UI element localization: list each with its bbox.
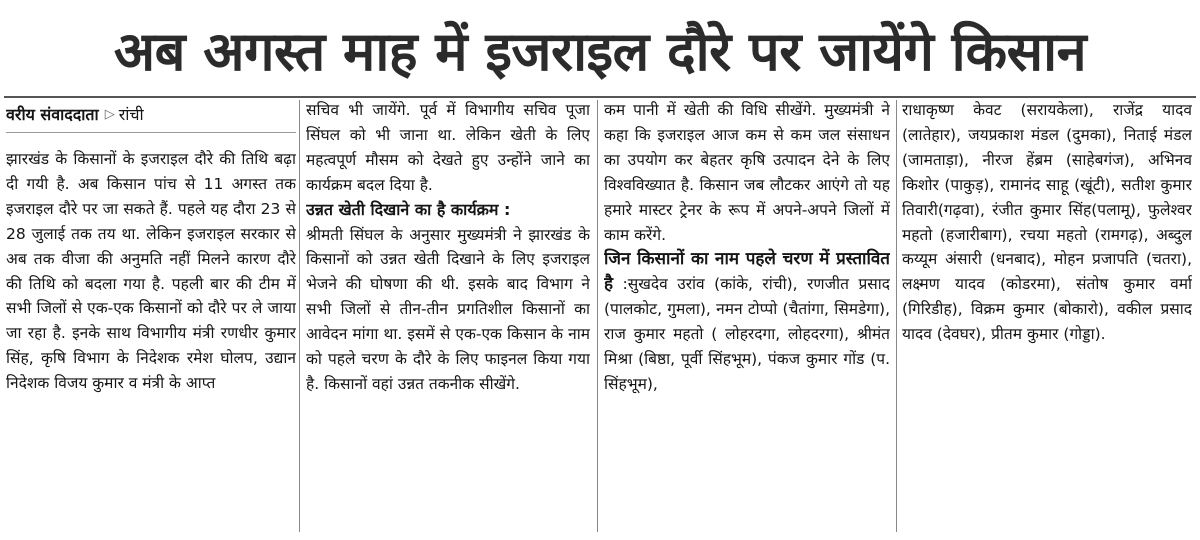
article-paragraph: सचिव भी जायेंगे. पूर्व में विभागीय सचिव पूजा सिंघल को भी जाना था. लेकिन खेती के लिए महत्वपूर्ण मौसम को देखते हुए उन्होंने जाने का कार्यक्रम बदल दिया है. [306,101,590,194]
byline-author: वरीय संवाददाता [6,104,99,124]
farmer-list-text: :सुखदेव उरांव (कांके, रांची), रणजीत प्रसाद (पालकोट, गुमला), नमन टोप्पो (चैतांगा, सिमडेगा), राज कुमार महतो ( लोहरदगा, लोहदरगा), श्रीमंत मिश्रा (बिष्ठा, पूर्वी सिंहभूम), पंकज कुमार गोंड (प. सिंहभूम), [604,275,890,393]
article-paragraph: कम पानी में खेती की विधि सीखेंगे. मुख्यमंत्री ने कहा कि इजराइल आज कम से कम जल संसाधन का उपयोग कर बेहतर कृषि उत्पादन देने के लिए विश्वविख्यात है. किसान जब लौटकर आएंगे तो यह हमारे मास्टर ट्रेनर के रूप में अपने-अपने जिलों में काम करेंगे. [604,101,890,244]
column-1 [6,98,296,540]
byline-rule [6,132,296,133]
farmer-list-heading: जिन किसानों का नाम पहले चरण में प्रस्तावित है [604,249,890,295]
article-paragraph: झारखंड के किसानों के इजराइल दौरे की तिथि बढ़ा दी गयी है. अब किसान पांच से 11 अगस्त तक इजराइल दौरे पर जा सकते हैं. पहले यह दौरा 23 से 28 जुलाई तक तय था. लेकिन इजराइल सरकार से अब तक वीजा की अनुमति नहीं मिलने कारण दौरे की तिथि को बदला गया है. पहली बार की टीम में सभी जिलों से एक-एक किसानों को दौरे पर ले जाया जा रहा है. इनके साथ विभागीय मंत्री रणधीर कुमार सिंह, कृषि विभाग के निदेशक रमेश घोलप, उद्यान निदेशक विजय कुमार व मंत्री के आप्त [6,150,296,393]
article-paragraph: श्रीमती सिंघल के अनुसार मुख्यमंत्री ने झारखंड के किसानों को उन्नत खेती दिखाने के लिए इजराइल भेजने की घोषणा की थी. इसके बाद विभाग ने सभी जिलों से तीन-तीन प्रगतिशील किसानों का आवेदन मांगा था. इसमें से एक-एक किसान के नाम को पहले चरण के दौरे के लिए फाइनल किया गया है. किसानों वहां उन्नत तकनीक सीखेंगे. [306,225,590,393]
column-divider [299,100,300,532]
byline-place: रांची [118,104,144,124]
byline [6,100,296,130]
farmer-list-intro [604,247,890,396]
column-4 [902,98,1192,540]
farmer-list-continued: राधाकृष्ण केवट (सरायकेला), राजेंद्र यादव (लातेहार), जयप्रकाश मंडल (दुमका), निताई मंडल (जामताड़ा), नीरज हेंब्रम (साहेबगंज), अभिनव किशोर (पाकुड़), रामानंद साहू (खूंटी), सतीश कुमार तिवारी(गढ़वा), रंजीत कुमार सिंह(पलामू), फुलेश्वर महतो (हजारीबाग), रचया महतो (रामगढ़), अब्दुल कय्यूम अंसारी (धनबाद), मोहन प्रजापति (चतरा), लक्ष्मण यादव (कोडरमा), संतोष कुमार वर्मा (गिरिडीह), विक्रम कुमार (बोकारो), वकील प्रसाद यादव (देवघर), प्रीतम कुमार (गोड्डा). [902,101,1192,344]
column-2 [306,98,590,540]
headline: अब अगस्त माह में इजराइल दौरे पर जायेंगे किसान [113,20,1087,83]
section-subhead: उन्नत खेती दिखाने का है कार्यक्रम : [306,199,511,219]
column-divider [896,100,897,532]
column-3 [604,98,890,540]
column-divider [597,100,598,532]
play-arrow-icon: ▷ [104,106,115,122]
